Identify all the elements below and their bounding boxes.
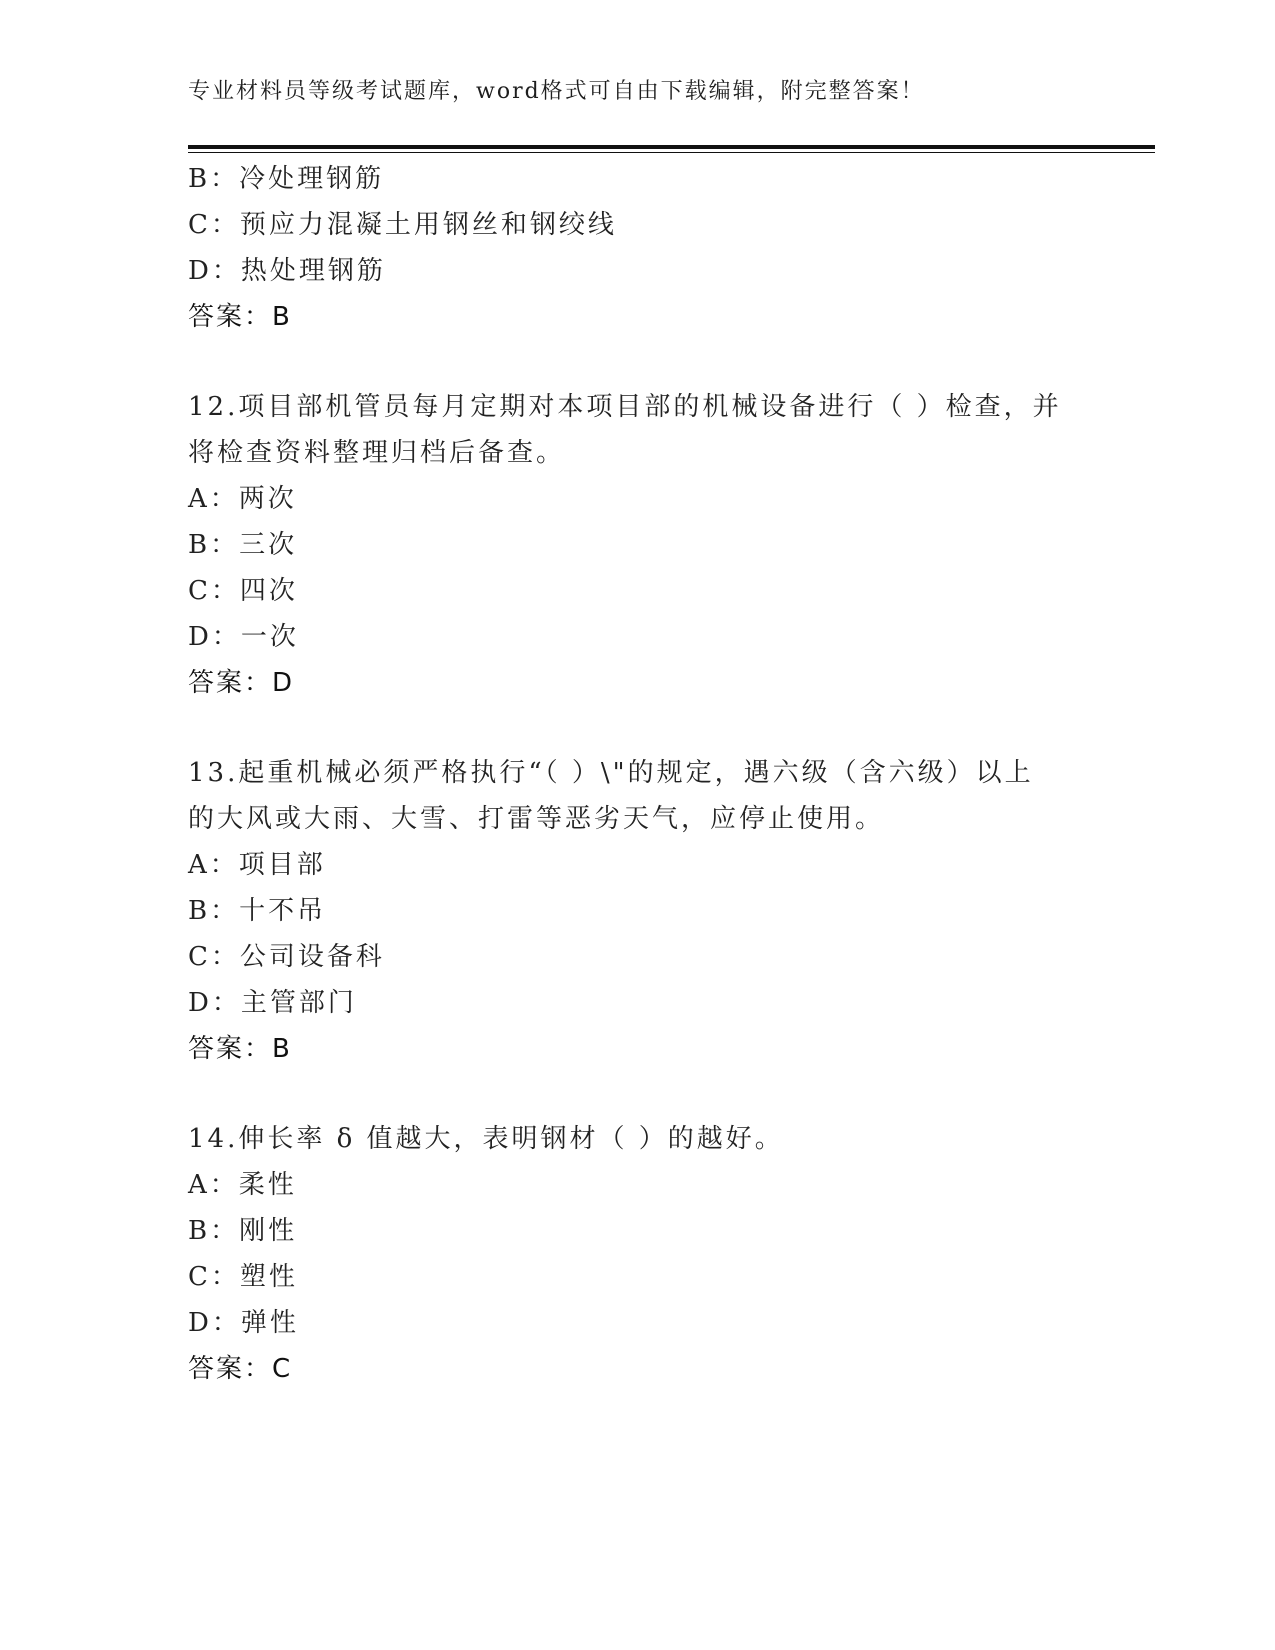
option-c: C：公司设备科 [188, 942, 385, 972]
option-b: B：三次 [188, 530, 298, 560]
option-a: A：项目部 [188, 850, 326, 880]
question-text: 12.项目部机管员每月定期对本项目部的机械设备进行（ ）检查，并 [188, 392, 1062, 422]
answer: 答案：B [188, 1034, 292, 1064]
block-gap [188, 340, 1088, 384]
question-text: 将检查资料整理归档后备查。 [188, 438, 566, 468]
option-c: C：四次 [188, 576, 298, 606]
option-b: B：冷处理钢筋 [188, 164, 385, 194]
question-block [188, 1116, 1088, 1392]
question-text: 14.伸长率 δ 值越大，表明钢材（ ）的越好。 [188, 1124, 784, 1154]
page-header: 专业材料员等级考试题库，word格式可自由下载编辑，附完整答案！ [188, 79, 925, 104]
option-d: D：弹性 [188, 1308, 299, 1338]
question-block [188, 384, 1088, 706]
block-gap [188, 706, 1088, 750]
question-block [188, 750, 1088, 1072]
question-text: 13.起重机械必须严格执行“（ ）\"的规定，遇六级（含六级）以上 [188, 758, 1034, 788]
option-a: A：柔性 [188, 1170, 297, 1200]
answer: 答案：B [188, 302, 292, 332]
question-text: 的大风或大雨、大雪、打雷等恶劣天气，应停止使用。 [188, 804, 885, 834]
option-b: B：十不吊 [188, 896, 327, 926]
answer: 答案：C [188, 1354, 293, 1384]
block-gap [188, 1072, 1088, 1116]
option-d: D：热处理钢筋 [188, 256, 386, 286]
option-a: A：两次 [188, 484, 297, 514]
header-rule-thick [188, 145, 1155, 149]
option-b: B：刚性 [188, 1216, 298, 1246]
option-c: C：塑性 [188, 1262, 298, 1292]
question-list [188, 156, 1088, 1392]
question-block [188, 156, 1088, 340]
option-d: D：一次 [188, 622, 299, 652]
header-rule-thin [188, 152, 1155, 153]
option-c: C：预应力混凝土用钢丝和钢绞线 [188, 210, 617, 240]
option-d: D：主管部门 [188, 988, 357, 1018]
answer: 答案：D [188, 668, 295, 698]
